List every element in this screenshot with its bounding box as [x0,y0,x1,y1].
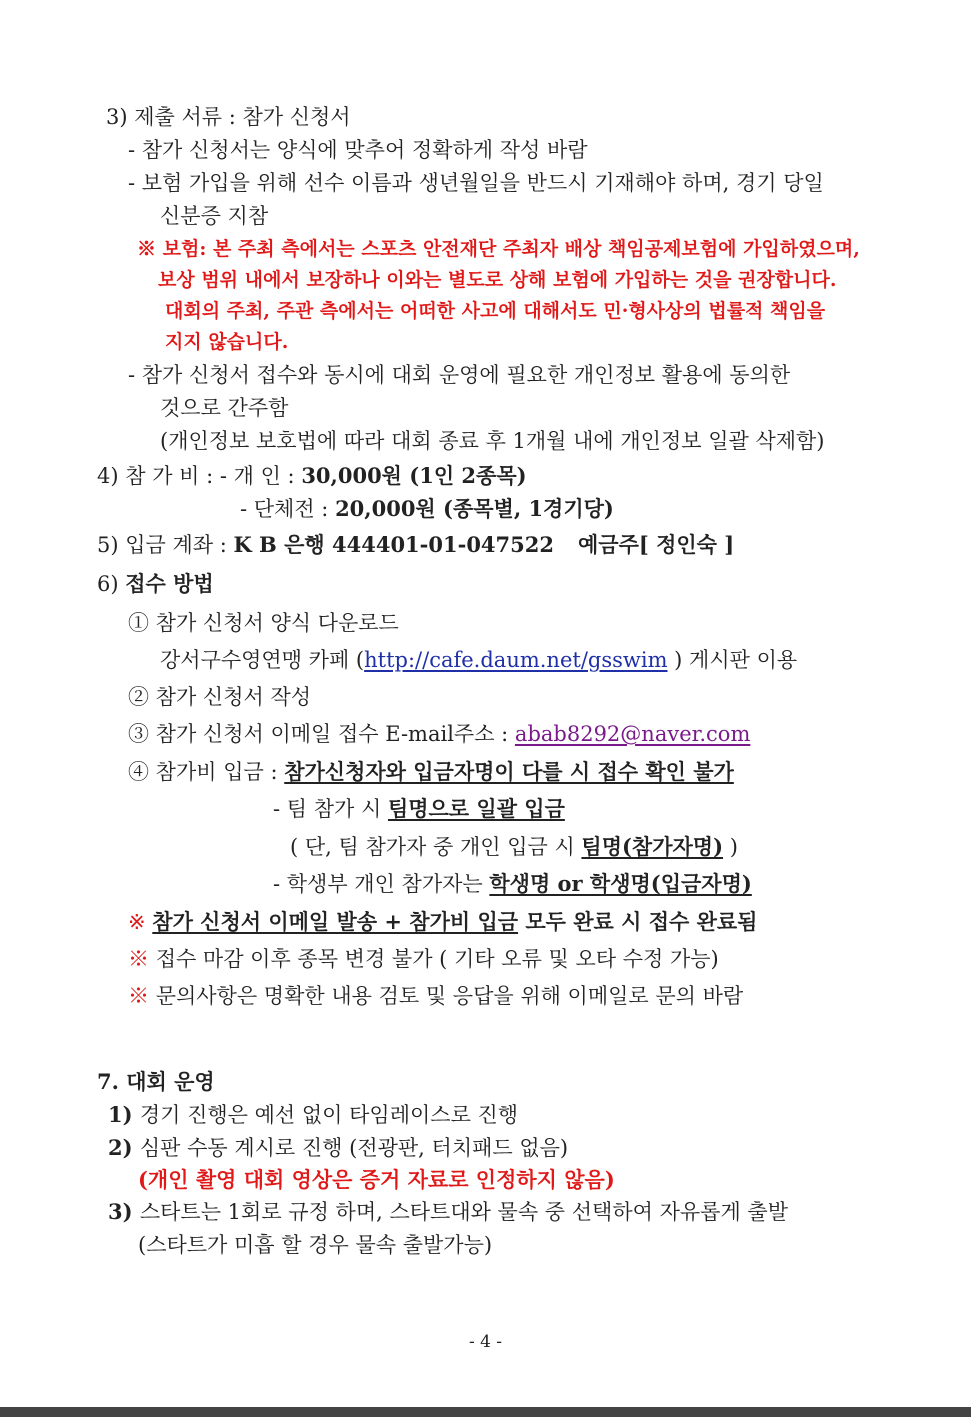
notice-2-mark: ※ [128,947,156,971]
section3-bullet-1: - 참가 신청서는 양식에 맞추어 정확하게 작성 바람 [128,138,588,162]
fee-team-label: - 단체전 : [240,497,336,521]
insurance-note-4: 지지 않습니다. [165,331,289,353]
section3-heading: 3) 제출 서류 : 참가 신청서 [106,105,351,129]
notice-3 [128,983,743,1009]
student-deposit-line [273,871,752,897]
cafe-link[interactable]: http://cafe.daum.net/gsswim [364,648,668,672]
section6-number: 6) [97,572,126,596]
section3-bullet-3a: - 참가 신청서 접수와 동시에 대회 운영에 필요한 개인정보 활용에 동의한 [128,363,791,387]
account-holder: 예금주[ 정인숙 ] [578,532,735,557]
fee-team: 20,000원 (종목별, 1경기당) [335,496,614,521]
notice-3-mark: ※ [128,984,156,1008]
step-4-label: ④ 참가비 입금 : [128,760,285,784]
operation-item-3-text: 스타트는 1회로 규정 하며, 스타트대와 물속 중 선택하여 자유롭게 출발 [139,1200,788,1224]
step-2: ② 참가 신청서 작성 [128,685,312,709]
notice-2 [128,946,719,972]
notice-1-rest: 모두 완료 시 접수 완료됨 [518,909,758,934]
operation-item-3-note: (스타트가 미흡 할 경우 물속 출발가능) [138,1233,493,1257]
operation-item-2 [108,1135,568,1161]
fee-team-line [240,496,614,522]
insurance-note-3: 대회의 주최, 주관 측에서는 어떠한 사고에 대해서도 민·형사상의 법률적 책임을 [165,300,826,322]
notice-1-emphasis: 참가 신청서 이메일 발송 + 참가비 입금 [152,909,519,934]
operation-item-1-number: 1) [108,1102,140,1127]
operation-item-2-text: 심판 수동 계시로 진행 (전광판, 터치패드 없음) [139,1136,569,1160]
team-deposit-label: - 팀 참가 시 [273,797,388,821]
step-4 [128,759,734,785]
operation-item-1 [108,1102,518,1128]
operation-item-1-text: 경기 진행은 예선 없이 타임레이스로 진행 [139,1103,519,1127]
email-link[interactable]: abab8292@naver.com [514,722,751,746]
step-3 [128,721,750,747]
team-individual-rule: 팀명(참가자명) [581,834,724,859]
step-1-link-line [160,647,797,673]
section3-bullet-2b: 신분증 지참 [160,204,269,228]
operation-item-2-number: 2) [108,1135,140,1160]
operation-item-3 [108,1199,788,1225]
team-deposit-rule: 팀명으로 일괄 입금 [387,796,565,821]
step-3-label: ③ 참가 신청서 이메일 접수 E-mail주소 : [128,722,515,746]
page-number: - 4 - [468,1332,503,1352]
notice-2-text: 접수 마감 이후 종목 변경 불가 ( 기타 오류 및 오타 수정 가능) [155,947,719,971]
bank-label: 5) 입금 계좌 : [97,533,234,557]
notice-1-mark: ※ [128,910,153,934]
fee-individual-line [97,463,527,489]
bottom-divider [0,1407,971,1417]
section6-heading [97,571,214,597]
team-individual-label: ( 단, 팀 참가자 중 개인 입금 시 [290,835,582,859]
section3-bullet-3c: (개인정보 보호법에 따라 대회 종료 후 1개월 내에 개인정보 일괄 삭제함) [160,429,825,453]
operation-item-2-note: (개인 촬영 대회 영상은 증거 자료로 인정하지 않음) [138,1167,615,1192]
insurance-note-1: ※ 보험: 본 주최 측에서는 스포츠 안전재단 주최자 배상 책임공제보험에 가입하였으며, [137,238,860,260]
team-individual-line [290,834,738,860]
cafe-suffix: ) 게시판 이용 [667,648,798,672]
team-individual-close: ) [723,835,738,859]
operation-item-3-number: 3) [108,1199,140,1224]
section6-title: 접수 방법 [125,571,214,596]
insurance-note-2: 보상 범위 내에서 보장하나 이와는 별도로 상해 보험에 가입하는 것을 권장합니다. [158,269,837,291]
student-deposit-rule: 학생명 or 학생명(입금자명) [489,871,752,896]
section3-bullet-2a: - 보험 가입을 위해 선수 이름과 생년월일을 반드시 기재해야 하며, 경기 당일 [128,171,824,195]
step-1: ① 참가 신청서 양식 다운로드 [128,611,399,635]
fee-label: 4) 참 가 비 : - 개 인 : [97,464,302,488]
step-4-warning: 참가신청자와 입금자명이 다를 시 접수 확인 불가 [284,759,734,784]
bank-account: K B 은행 444401-01-047522 [233,532,554,557]
section7-heading: 7. 대회 운영 [97,1069,215,1094]
team-deposit-line [273,796,565,822]
cafe-label: 강서구수영연맹 카페 ( [160,648,365,672]
fee-individual: 30,000원 (1인 2종목) [301,463,527,488]
notice-1 [128,909,757,935]
bank-account-line [97,532,734,558]
section3-bullet-3b: 것으로 간주함 [160,396,289,420]
notice-3-text: 문의사항은 명확한 내용 검토 및 응답을 위해 이메일로 문의 바람 [155,984,744,1008]
student-deposit-label: - 학생부 개인 참가자는 [273,872,490,896]
